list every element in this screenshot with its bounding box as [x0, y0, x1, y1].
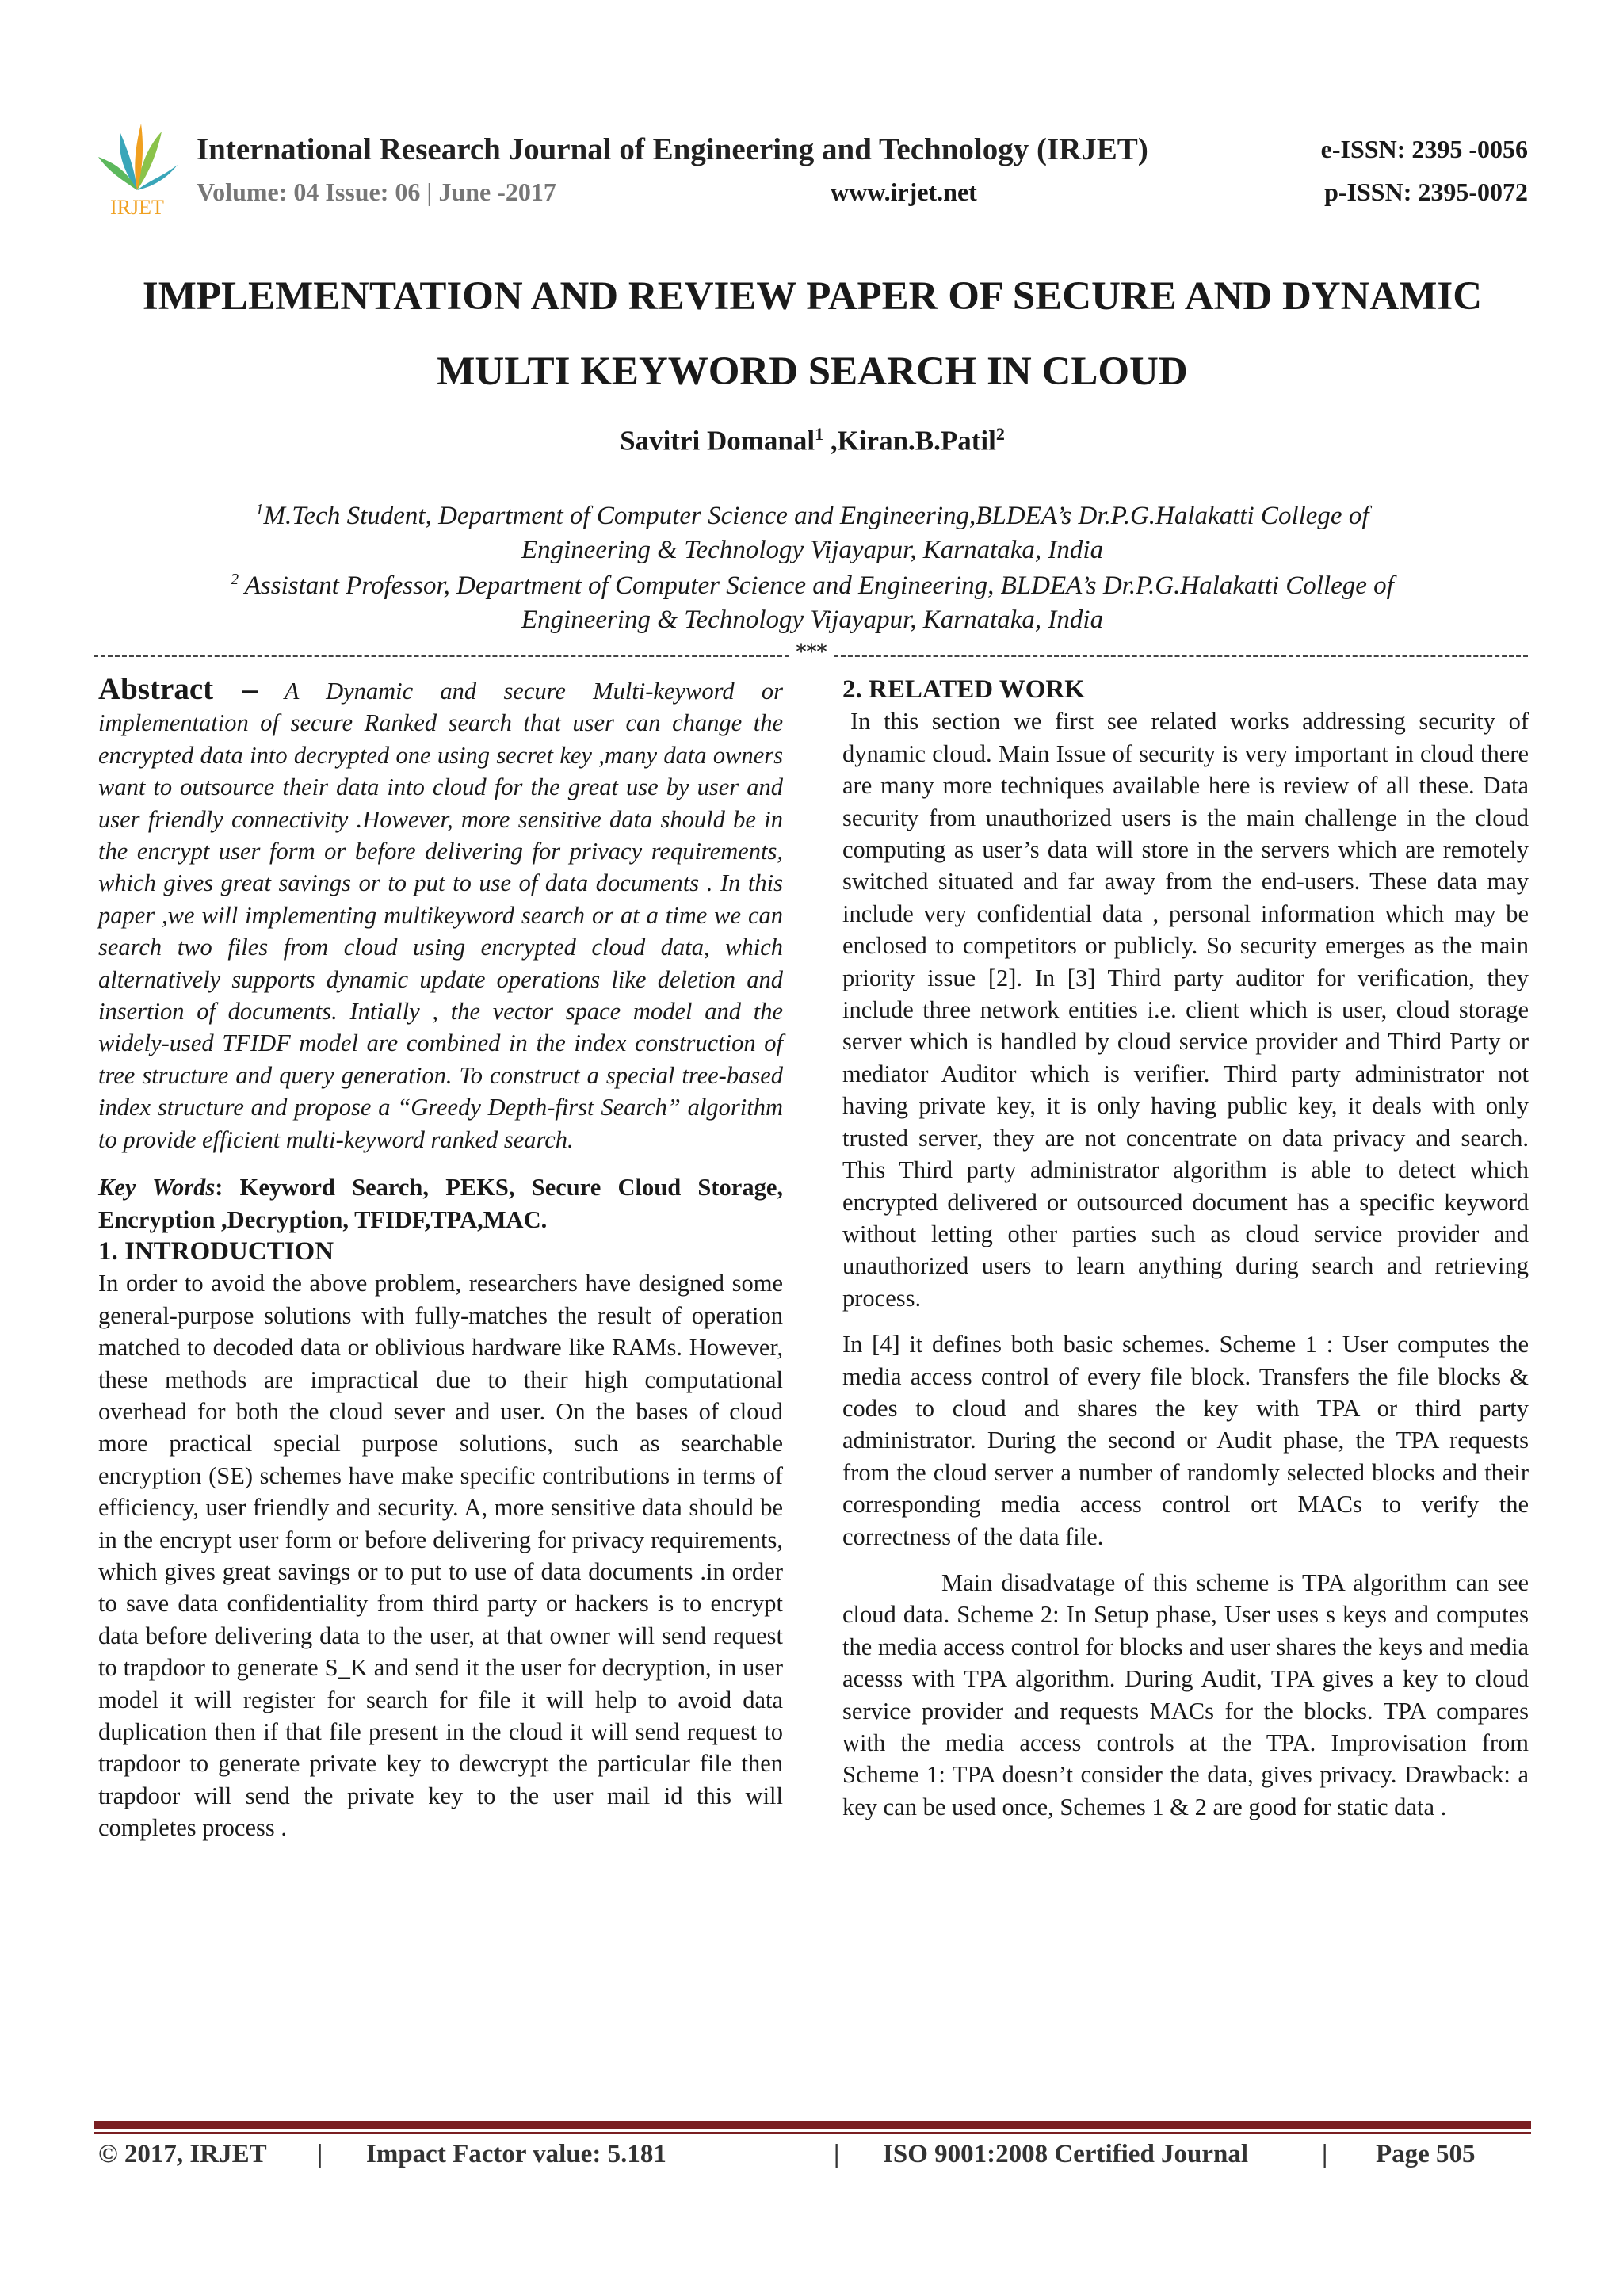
abstract: [98, 674, 783, 1156]
right-column: [842, 674, 1529, 1823]
p-issn: p-ISSN: 2395-0072: [1324, 178, 1528, 206]
affiliation-1-cont: Engineering & Technology Vijayapur, Karnataka, India: [521, 536, 1104, 564]
keywords-label: Key Words: [98, 1174, 216, 1201]
journal-website-link[interactable]: www.irjet.net: [831, 178, 977, 206]
affiliation-2-cont: Engineering & Technology Vijayapur, Karnataka, India: [521, 606, 1104, 634]
paper-title-line-2: MULTI KEYWORD SEARCH IN CLOUD: [437, 350, 1188, 394]
journal-title: International Research Journal of Engineering and Technology (IRJET): [197, 132, 1148, 166]
paper-title-line-1: IMPLEMENTATION AND REVIEW PAPER OF SECURE AND DYNAMIC: [142, 274, 1483, 319]
related-work-paragraph-1: In this section we first see related works addressing security of dynamic cloud. Main Issue of security is very important in cloud there are many more techniques available here is review of all these. Data security from unauthorized users is the main challenge in the cloud computing as user’s data will store in the servers which are remotely switched situated and far away from the end-users. These data may include very confidential data , personal information which may be enclosed to competitors or publicly. So security emerges as the main priority issue [2]. In [3] Third party auditor for verification, they include three network entities i.e. client which is user, cloud storage server which is handled by cloud service provider and Third Party or mediator Auditor which is verifier. Third party administrator not having private key, it is only having public key, it deals with only trusted server, they are not concentrate on data privacy and search. This Third party administrator algorithm is able to detect which encrypted delivered or outsourced document has a specific keyword without letting other parties such as cloud service provider and unauthorized users to learn anything during search and retrieving process.: [842, 708, 1529, 1312]
introduction-text: In order to avoid the above problem, researchers have designed some general-purpose solutions with fully-matches the result of operation matched to decoded data or oblivious hardware like RAMs. However, these methods are impractical due to their high computational overhead for both the cloud sever and user. On the bases of cloud more practical special purpose solutions, such as searchable encryption (SE) schemes have make specific contributions in terms of efficiency, user friendly and security. A, more sensitive data should be in the encrypt user form or before delivering for privacy requirements, which gives great savings or to put to use of data documents .in order to save data confidentiality from third party or hackers is to encrypt data before delivering data to the user, at that owner will send request to trapdoor to generate S_K and send it the user for decryption, in user model it will register for search for file it will help to avoid data duplication then if that file present in the cloud it will send request to trapdoor to generate private key to dewcrypt the particular file then trapdoor will send the private key to the user mail id this will completes process .: [98, 1270, 783, 1842]
author-1: Savitri Domanal: [620, 425, 815, 457]
svg-text:IRJET: IRJET: [110, 196, 164, 219]
footer-copyright: © 2017, IRJET: [98, 2140, 267, 2168]
footer-page-number: Page 505: [1376, 2140, 1476, 2168]
keywords: [98, 1171, 783, 1236]
volume-issue: Volume: 04 Issue: 06 | June -2017: [197, 178, 556, 206]
keywords-text: : Keyword Search, PEKS, Secure Cloud Storage, Encryption ,Decryption, TFIDF,TPA,MAC.: [98, 1174, 783, 1233]
affiliation-2: $^2$ Assistant Professor, Department of Computer Science and Engineering, BLDEA’s Dr.P.G.Halakatti College of: [231, 571, 1394, 600]
abstract-heading: Abstract –: [98, 672, 258, 706]
footer-divider: |: [1322, 2140, 1328, 2168]
related-work-paragraph-3: Main disadvatage of this scheme is TPA algorithm can see cloud data. Scheme 2: In Setup phase, User uses s keys and computes the media access control for blocks and user shares the keys and media acesss with TPA algorithm. During Audit, TPA gives a key to cloud service provider and requests MACs for the blocks. TPA compares with the media access controls at the TPA. Improvisation from Scheme 1: TPA doesn’t consider the data, gives privacy. Drawback: a key can be used once, Schemes 1 & 2 are good for static data .: [842, 1568, 1529, 1820]
footer-rule: [94, 2121, 1531, 2129]
footer-impact-factor: Impact Factor value: 5.181: [366, 2140, 666, 2168]
footer-divider: |: [834, 2140, 840, 2168]
author-list: Savitri Domanal$^1$ ,Kiran.B.Patil$^2$: [620, 424, 1005, 457]
footer-rule-thin: [94, 2132, 1531, 2134]
author-2: Kiran.B.Patil: [837, 425, 996, 457]
abstract-text: A Dynamic and secure Multi-keyword or implementation of secure Ranked search that user can change the encrypted data into decrypted one using secret key ,many data owners want to outsource their data into cloud for the great use by user and user friendly connectivity .However, more sensitive data should be in the encrypt user form or before delivering for privacy requirements, which gives great savings or to put to use of data documents . In this paper ,we will implementing multikeyword search or at a time we can search two files from cloud using encrypted cloud data, which alternatively supports dynamic update operations like deletion and insertion of documents. Intially , the vector space model and the widely-used TFIDF model are combined in the index construction of tree structure and query generation. To construct a special tree-based index structure and propose a “Greedy Depth-first Search” algorithm to provide efficient multi-keyword ranked search.: [98, 678, 783, 1153]
related-work-paragraph-2: In [4] it defines both basic schemes. Scheme 1 : User computes the media access control of every file block. Transfers the file blocks & codes to cloud and shares the key with TPA or third party administrator. During the second or Audit phase, the TPA requests from the cloud server a number of randomly selected blocks and their corresponding media access control ort MACs to verify the correctness of the data file.: [842, 1331, 1529, 1550]
affiliation-1: $^1$M.Tech Student, Department of Computer Science and Engineering,BLDEA’s Dr.P.G.Halakatti College of: [255, 501, 1369, 530]
related-work-heading: 2. RELATED WORK: [842, 675, 1085, 704]
page-footer: [98, 2140, 1533, 2179]
e-issn: e-ISSN: 2395 -0056: [1320, 135, 1528, 163]
footer-iso: ISO 9001:2008 Certified Journal: [883, 2140, 1249, 2168]
introduction-heading: 1. INTRODUCTION: [98, 1236, 334, 1266]
journal-header: [94, 117, 1528, 228]
footer-divider: |: [317, 2140, 323, 2168]
irjet-logo: [94, 117, 181, 219]
left-column: [98, 674, 783, 1844]
section-separator: ***: [94, 640, 1528, 664]
